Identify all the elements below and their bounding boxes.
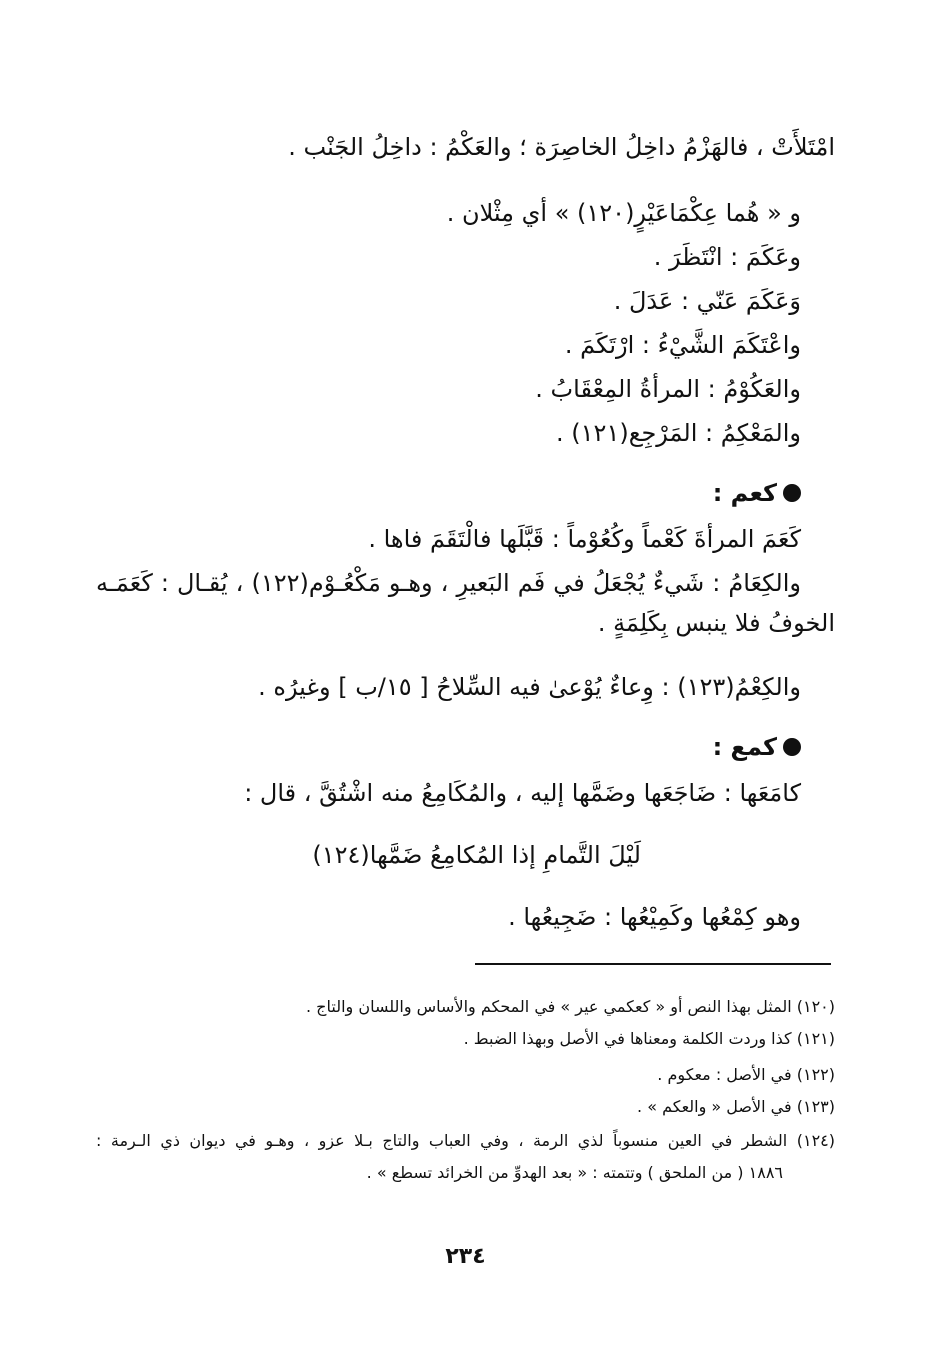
text-line-4: وَعَكَمَ عَنّي : عَدَلَ .	[613, 287, 801, 315]
entry-heading-kaam	[713, 476, 801, 510]
verse-line: لَيْلَ التَّمامِ إذا المُكامِعُ ضَمَّها(١٢٤)	[312, 841, 641, 869]
footnote-120: (١٢٠) المثل بهذا النص أو « كعكمي عير » في المحكم والأساس واللسان والتاج .	[305, 997, 835, 1016]
text-line-5: واعْتَكَمَ الشَّيْءُ : ارْتَكَمَ .	[564, 331, 801, 359]
footnote-122: (١٢٢) في الأصل : معكوم .	[657, 1065, 835, 1084]
text-line-1: امْتَلأَتْ ، فالهَزْمُ داخِلُ الخاصِرَة ؛ والعَكْمُ : داخِلُ الجَنْب .	[288, 133, 835, 161]
footnote-123: (١٢٣) في الأصل « والعكم » .	[637, 1097, 835, 1116]
footnote-121: (١٢١) كذا وردت الكلمة ومعناها في الأصل وبهذا الضبط .	[463, 1029, 835, 1048]
bullet-icon	[783, 738, 801, 756]
footnote-124: (١٢٤) الشطر في العين منسوباً لذي الرمة ، وفي العباب والتاج بـلا عزو ، وهـو في ديوان ذي الـرمة :	[96, 1131, 835, 1150]
text-line-2: و « هُما عِكْمَاعَيْرٍ(١٢٠) » أي مِثْلان .	[446, 199, 801, 227]
text-line-13: وهو كِمْعُها وكَمِيْعُها : ضَجِيعُها .	[508, 903, 801, 931]
text-line-6: والعَكُوْمُ : المرأةُ المِعْقَابُ .	[535, 375, 801, 403]
heading-label: كمع :	[712, 733, 777, 761]
text-line-10: الخوفُ فلا ينبس بِكَلِمَةٍ .	[597, 609, 835, 637]
bullet-icon	[783, 484, 801, 502]
footnote-124-continuation: ١٨٨٦ ( من الملحق ) وتتمته : « بعد الهدوِّ من الخرائد تسطع » .	[366, 1163, 783, 1182]
text-line-3: وعَكَمَ : انْتَظَرَ .	[653, 243, 801, 271]
text-line-11: والكِعْمُ(١٢٣) : وِعاءٌ يُوْعىٰ فيه السِّلاحُ [ ١٥/ب ] وغيرُه .	[258, 673, 801, 701]
text-line-7: والمَعْكِمُ : المَرْجِع(١٢١) .	[556, 419, 801, 447]
text-line-8: كَعَمَ المرأةَ كَعْماً وكُعُوْماً : قَبَّلَها فالْتَقَمَ فاها .	[368, 525, 801, 553]
heading-label: كعم :	[712, 479, 777, 507]
text-line-9: والكِعَامُ : شَيءٌ يُجْعَلُ في فَم البَعيرِ ، وهـو مَكْعُـوْم(١٢٢) ، يُقـال : كَعَمَـه	[96, 569, 801, 597]
page-number: ٢٣٤	[445, 1244, 486, 1269]
text-line-12: كامَعَها : ضَاجَعَها وضَمَّها إليه ، والمُكَامِعُ منه اشْتُقَّ ، قال :	[244, 779, 801, 807]
entry-heading-kamaa	[713, 730, 801, 764]
footnote-divider	[475, 963, 831, 965]
